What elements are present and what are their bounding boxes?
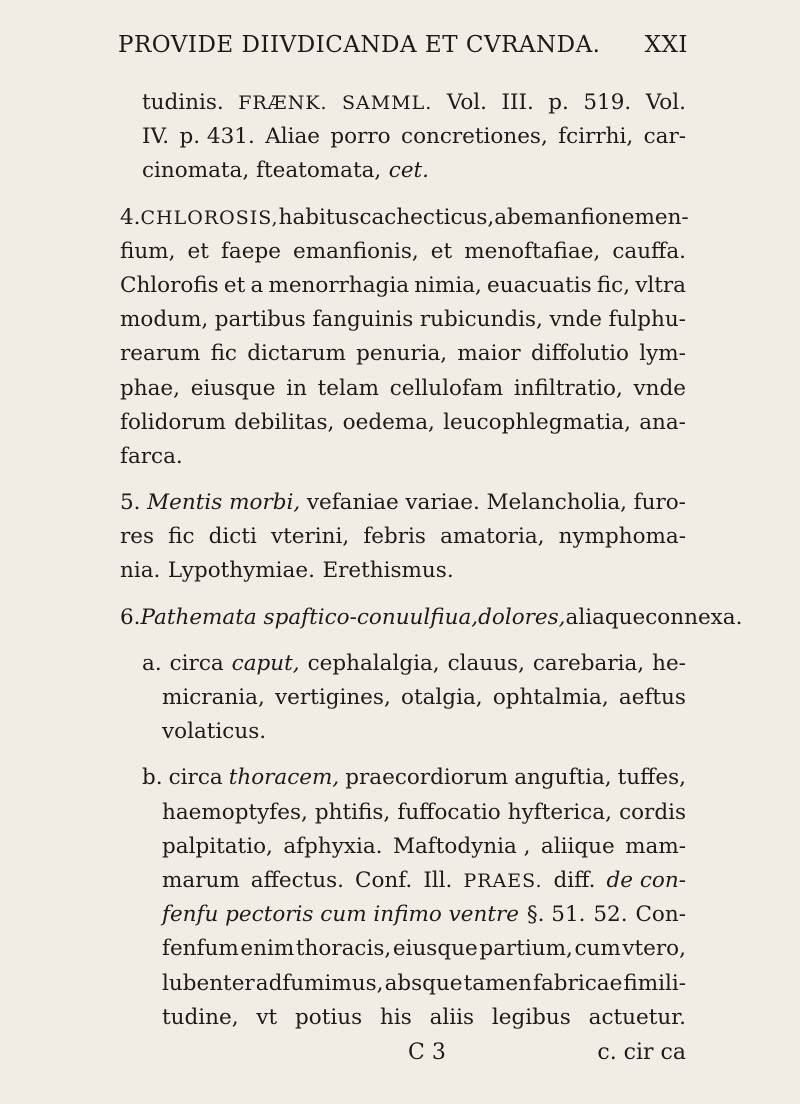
word: FRÆNK.	[238, 92, 328, 114]
word: circa	[169, 650, 224, 676]
word: phtifis,	[314, 799, 391, 825]
word: farca.	[120, 443, 183, 469]
word: dictarum	[247, 341, 346, 367]
signature-mark: C 3	[408, 1040, 446, 1065]
word: Mentis morbi,	[147, 490, 301, 516]
word: ab	[494, 204, 521, 230]
word: caput,	[231, 650, 300, 676]
word: marum	[162, 867, 240, 893]
word: debilitas,	[234, 409, 335, 435]
word: nimia,	[414, 272, 482, 298]
text-line	[120, 303, 686, 337]
word: fabricae	[533, 970, 623, 996]
word: haemoptyfes,	[162, 799, 308, 825]
word: Ill.	[423, 867, 453, 893]
text-line	[120, 486, 686, 520]
word: diffolutio	[530, 341, 629, 367]
word: variae.	[405, 490, 480, 516]
word: fulphu-	[608, 307, 686, 333]
word: eiusque	[392, 936, 478, 962]
word: 4.	[120, 204, 141, 230]
word: nymphoma-	[558, 524, 686, 550]
page-number: XXI	[644, 32, 688, 58]
word: fium,	[120, 238, 176, 264]
word: faepe	[220, 238, 281, 264]
word: aeftus	[618, 685, 686, 710]
text-line	[120, 601, 743, 635]
word: Conf.	[355, 867, 413, 893]
word: a	[250, 272, 264, 298]
word: 519.	[583, 90, 632, 115]
word: aliique	[540, 833, 615, 859]
text-line	[120, 337, 686, 371]
word: otalgia,	[401, 685, 483, 710]
word: partibus	[214, 307, 306, 333]
word: adfumimus,	[255, 970, 384, 996]
paragraph	[120, 647, 686, 750]
text-line	[120, 406, 686, 440]
word: et	[187, 238, 209, 264]
word: III.	[501, 90, 534, 115]
catchword: c. cir ca	[597, 1040, 686, 1065]
word: penuria,	[356, 341, 448, 367]
word: fic	[168, 524, 195, 550]
text-line	[120, 864, 686, 898]
word: a.	[142, 650, 162, 676]
word: p.	[548, 90, 569, 115]
word: Melancholia,	[486, 490, 628, 516]
word: in	[286, 375, 307, 401]
word: amatoria,	[440, 524, 545, 550]
word: res	[120, 524, 155, 550]
word: Chlorofis	[120, 272, 219, 298]
text-line	[120, 796, 686, 830]
paragraph	[120, 761, 686, 1035]
word: eiusque	[190, 375, 276, 401]
word: cephalalgia,	[307, 650, 440, 676]
word: partium,	[479, 936, 573, 962]
text-line	[120, 715, 686, 749]
word: thoracis,	[295, 936, 392, 962]
paragraph	[120, 86, 686, 189]
word: actuetur.	[588, 1004, 686, 1030]
word: car-	[643, 124, 686, 150]
text-line	[120, 681, 686, 715]
word: diff.	[553, 867, 596, 893]
word: cachecticus,	[359, 204, 495, 230]
word: CHLOROSIS,	[140, 206, 279, 229]
word: tuffes,	[617, 765, 686, 791]
word: Maftodynia ,	[392, 833, 531, 859]
word: fic,	[596, 272, 631, 298]
word: menoftafiae,	[464, 238, 601, 264]
word: emanfione	[520, 204, 635, 230]
word: connexa.	[645, 604, 743, 630]
word: his	[379, 1004, 412, 1030]
word: fimili-	[623, 970, 686, 996]
word: telam	[317, 375, 380, 401]
text-line	[120, 201, 689, 235]
word: men-	[634, 204, 689, 230]
word: Vol.	[446, 90, 488, 115]
word: nia.	[120, 558, 161, 584]
word: cellulofam	[389, 375, 504, 401]
word: cauffa.	[612, 238, 686, 264]
word: praecordiorum	[345, 765, 509, 791]
word: PRAES.	[463, 869, 543, 892]
word: cet.	[388, 158, 430, 184]
word: vertigines,	[275, 685, 391, 710]
word: b.	[142, 765, 163, 791]
word: leucophlegmatia,	[443, 409, 631, 435]
word: lym-	[639, 341, 686, 367]
text-line	[120, 1001, 686, 1035]
word: maior	[457, 341, 521, 367]
text-line	[120, 520, 686, 554]
word: vnde	[633, 375, 686, 401]
paragraph	[120, 201, 689, 475]
word: absque	[384, 970, 463, 996]
word: cum	[574, 936, 621, 962]
word: concretiones,	[401, 124, 548, 150]
text-line	[120, 761, 686, 795]
word: fanguinis	[312, 307, 414, 333]
text-line	[120, 898, 686, 932]
word: afphyxia.	[283, 833, 383, 859]
word: infiltratio,	[513, 375, 623, 401]
word: rearum	[120, 341, 201, 367]
word: furo-	[633, 490, 686, 516]
text-line	[120, 647, 686, 681]
word: hyfterica,	[507, 799, 612, 825]
text-line	[120, 554, 686, 588]
word: fcirrhi,	[558, 124, 634, 150]
body-text	[120, 86, 743, 1035]
word: micrania,	[162, 685, 265, 710]
word: Lypothymiae.	[167, 558, 315, 584]
word: fuffocatio	[397, 799, 501, 825]
word: ophtalmia,	[492, 685, 609, 710]
word: oedema,	[342, 409, 435, 435]
word: anguftia,	[514, 765, 612, 791]
word: Con-	[635, 902, 686, 928]
word: fenfum	[162, 936, 239, 962]
word: folidorum	[120, 409, 226, 435]
word: et	[223, 272, 246, 298]
word: aliis	[429, 1004, 475, 1030]
word: Aliae	[265, 124, 321, 150]
word: de con-	[606, 867, 686, 893]
word: carebaria,	[532, 650, 645, 676]
word: vnde	[549, 307, 602, 333]
word: Pathemata spaftico-conuulfiua,	[140, 604, 479, 630]
word: volaticus.	[162, 719, 267, 745]
word: vterini,	[270, 524, 350, 550]
word: clauus,	[447, 650, 525, 676]
word: IV.	[142, 124, 170, 150]
word: §. 51.	[526, 902, 586, 928]
text-line	[120, 440, 686, 474]
word: tamen	[463, 970, 532, 996]
paragraph	[120, 601, 743, 635]
word: et	[430, 238, 453, 264]
text-line	[120, 235, 686, 269]
paragraph	[120, 486, 686, 589]
word: mam-	[625, 833, 686, 859]
word: he-	[652, 650, 686, 676]
word: 6.	[120, 604, 141, 630]
word: vefaniae	[306, 490, 399, 516]
word: Vol.	[645, 90, 686, 115]
word: dolores,	[478, 604, 566, 630]
word: vtero,	[622, 936, 686, 962]
word: legibus	[491, 1004, 571, 1030]
word: vltra	[635, 272, 686, 298]
word: porro	[330, 124, 391, 150]
text-line	[120, 967, 686, 1001]
word: menorrhagia	[268, 272, 410, 298]
text-line	[120, 932, 686, 966]
running-title: PROVIDE DIIVDICANDA ET CVRANDA.	[118, 32, 601, 58]
text-line	[120, 269, 686, 303]
word: thoracem,	[228, 765, 340, 791]
text-line	[120, 86, 686, 120]
word: fic	[210, 341, 237, 367]
word: cordis	[619, 799, 686, 825]
word: circa	[168, 765, 223, 791]
word: emanfionis,	[293, 238, 419, 264]
word: 5.	[120, 490, 141, 516]
text-line	[120, 372, 686, 406]
word: dicti	[208, 524, 257, 550]
text-line	[120, 830, 686, 864]
word: lubenter	[162, 970, 255, 996]
word: 52.	[593, 902, 628, 928]
word: phae,	[120, 375, 180, 401]
word: p. 431.	[179, 124, 255, 150]
word: tudine,	[162, 1004, 239, 1030]
word: ana-	[639, 409, 686, 435]
word: euacuatis	[487, 272, 592, 298]
word: rubicundis,	[419, 307, 543, 333]
word: palpitatio,	[162, 833, 273, 859]
word: aliaque	[565, 604, 646, 630]
word: fenfu pectoris cum infimo ventre	[162, 902, 519, 928]
word: febris	[363, 524, 426, 550]
word: cinomata, fteatomata,	[142, 158, 382, 184]
word: tudinis.	[142, 90, 224, 115]
word: habitus	[278, 204, 360, 230]
word: SAMML.	[342, 92, 433, 114]
word: vt	[256, 1004, 278, 1030]
word: affectus.	[250, 867, 344, 893]
word: enim	[240, 936, 295, 962]
text-line	[120, 154, 686, 188]
text-line	[120, 120, 686, 154]
word: Erethismus.	[322, 558, 454, 584]
word: modum,	[120, 307, 209, 333]
word: potius	[295, 1004, 363, 1030]
